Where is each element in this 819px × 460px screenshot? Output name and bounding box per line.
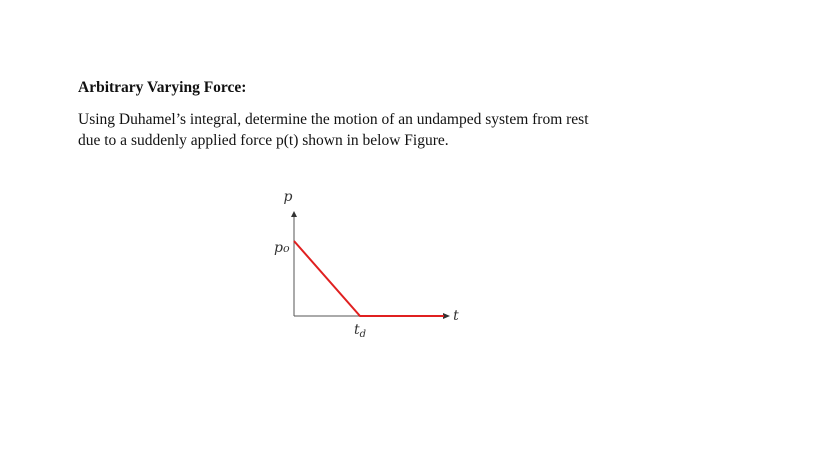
problem-statement	[78, 109, 678, 151]
y-axis-label: p	[283, 189, 293, 205]
force-curve	[294, 241, 444, 316]
peak-force-label-sub: o	[282, 242, 290, 255]
y-axis-arrowhead-icon	[291, 211, 297, 217]
x-axis-label: t	[453, 308, 459, 324]
duration-label	[354, 322, 366, 340]
force-time-diagram	[250, 180, 480, 350]
force-time-figure	[250, 180, 480, 350]
problem-statement-line-1: Using Duhamel’s integral, determine the motion of an undamped system from rest	[78, 111, 589, 128]
peak-force-label	[274, 240, 290, 256]
peak-force-label-main: p	[274, 240, 283, 256]
x-axis-arrowhead-icon	[443, 313, 450, 319]
duration-label-sub: d	[359, 329, 367, 340]
duration-label-main: t	[354, 322, 360, 338]
problem-statement-line-2: due to a suddenly applied force p(t) shown in below Figure.	[78, 132, 449, 149]
problem-heading: Arbitrary Varying Force:	[78, 79, 247, 96]
